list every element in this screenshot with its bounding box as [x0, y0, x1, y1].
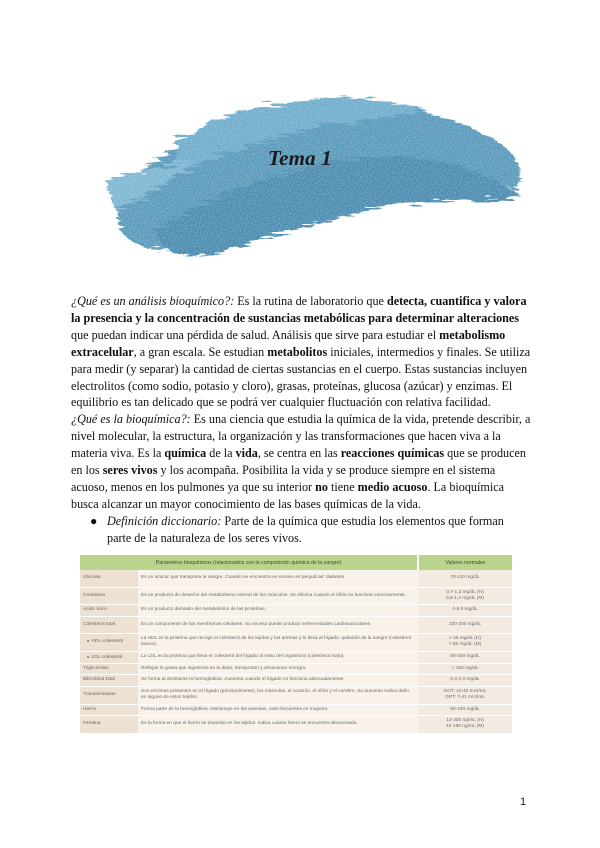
normal-value: 4-8,5 mg/dL: [418, 605, 512, 616]
normal-value: < 150 mg/dL: [418, 663, 512, 674]
table-row: [80, 675, 512, 686]
table-row: [80, 587, 512, 605]
text-run: de la: [206, 446, 236, 461]
parameter-description: Es un componente de las membranas celulares. Su exceso puede producir enfermedades cardiovasculares.: [138, 616, 418, 633]
text-run: . La bioquímica busca alcanzar un mayor conocimiento de las bases químicas de la vida.: [71, 479, 504, 511]
text-run: que se producen en los: [71, 446, 526, 478]
text-run: y los acompaña. Posibilita la vida y se produce siempre en el sistema acuoso, menos en los pulmones ya que su interior: [71, 463, 496, 494]
normal-value: GOT: 10-40 mUI/mL GPT: 7-41 mUI/mL: [418, 686, 512, 704]
table-row: [80, 663, 512, 674]
table-row: [80, 633, 512, 651]
normal-value: 0,7-1,3 mg/dL (H) 0,6-1,2 mg/dL (M): [418, 587, 512, 605]
parameter-name: Ferritina: [80, 715, 138, 733]
parameter-name: Triglicéridos: [80, 663, 138, 674]
text-run: iniciales, intermedios y finales. Se utiliza para medir (y separar) la cantidad de ciertas sustancias en el cuerpo. Estas sustancias incluyen electrolitos (como sodio, potasio y cloro), grasas, proteínas, glucosa (azúcar) y enzimas. El equilibrio es tan delicado que se podrá ver cualquier fluctuación con relativa facilidad.: [71, 344, 531, 410]
parameter-description: Se forma al destruirse la hemoglobina. Aumenta cuando el hígado no funciona adecuadamente.: [138, 675, 418, 686]
text-run: Es una ciencia que estudia la química de la vida, pretende describir, a nivel molecular, la estructura, la organización y las transformaciones que hacen viva a la materia viva. Es la: [71, 412, 531, 461]
text-run: Es la rutina de laboratorio que: [234, 294, 387, 308]
normal-value: 60-160 mg/dL: [418, 651, 512, 663]
biochem-parameters-table: [80, 555, 512, 734]
parameter-name: Transaminasas: [80, 686, 138, 704]
paragraph-analisis: [71, 293, 531, 411]
bold-term: vida: [235, 446, 258, 461]
text-run: , se centra en las: [257, 446, 341, 461]
header-normal-values: Valores normales: [418, 555, 512, 570]
bullet-marker: ●: [90, 513, 98, 528]
table-row: [80, 686, 512, 704]
bold-term: metabolitos: [267, 344, 328, 359]
table-row: [80, 570, 512, 587]
normal-value: 70-110 mg/dL: [418, 570, 512, 587]
parameter-name: ■ HDL-colesterol: [80, 633, 138, 651]
parameter-name: ■ LDL-colesterol: [80, 651, 138, 663]
bold-term: seres vivos: [102, 463, 158, 478]
parameter-description: Es un producto de desecho del metabolismo normal de los músculos. Se elimina cuando el riñón no funciona correctamente.: [138, 587, 418, 605]
table-header-row: [80, 555, 512, 570]
parameter-description: Es un producto derivado del metabolismo de las proteínas.: [138, 605, 418, 616]
header-parameters: Parámetros bioquímicos (relacionados con la composición química de la sangre): [80, 555, 418, 570]
normal-value: > 45 mg/dL (H) > 55 mg/dL (M): [418, 633, 512, 651]
normal-value: 50-160 mg/dL: [418, 704, 512, 715]
text-run: , a gran escala. Se estudian: [133, 344, 268, 359]
table-row: [80, 605, 512, 616]
parameter-description: Es un azúcar que transporta la sangre. Cuando se encuentra en exceso es perjudicial: diabetes.: [138, 570, 418, 587]
document-body: [71, 293, 531, 547]
question-label: ¿Qué es un análisis bioquímico?:: [71, 294, 235, 308]
page-number: 1: [520, 796, 527, 808]
watercolor-banner: [95, 80, 530, 265]
parameter-description: Son enzimas presentes en el hígado (principalmente), los músculos, el corazón, el riñón y el cerebro. Su aumento indica daño en alguno de estos tejidos.: [138, 686, 418, 704]
text-run: Parte de la química que estudia los elementos que forman parte de la naturaleza de los seres vivos.: [107, 513, 504, 545]
parameter-description: La LDL es la proteína que lleva el colesterol del hígado al resto del organismo (colesterol malo).: [138, 651, 418, 663]
bold-term: reacciones químicas: [340, 446, 445, 461]
parameter-description: Forma parte de la hemoglobina. Disminuye en las anemias, más frecuentes en mujeres.: [138, 704, 418, 715]
bold-term: metabolismo extracelular: [71, 327, 506, 359]
normal-value: 0,3-1,0 mg/dL: [418, 675, 512, 686]
table-row: [80, 715, 512, 733]
parameter-name: Creatinina: [80, 587, 138, 605]
parameter-name: Colesterol total: [80, 616, 138, 633]
table-row: [80, 651, 512, 663]
normal-value: 12-300 ng/mL (H) 10-150 ng/mL (M): [418, 715, 512, 733]
bold-term: química: [164, 446, 207, 461]
text-run: tiene: [327, 479, 358, 494]
bold-term: medio acuoso: [357, 479, 428, 494]
parameter-name: Glucosa: [80, 570, 138, 587]
parameter-description: Reflejan la grasa que ingerimos en la dieta, transportan y almacenan energía.: [138, 663, 418, 674]
bold-term: no: [315, 479, 328, 494]
table-row: [80, 616, 512, 633]
parameter-name: Bilirrubina total: [80, 675, 138, 686]
parameter-description: Es la forma en que el hierro se deposita en los tejidos. Indica cuánto hierro se encuentra almacenado.: [138, 715, 418, 733]
biochem-table-figure: [80, 555, 512, 734]
text-run: que puedan indicar una pérdida de salud. Análisis que sirve para estudiar el: [71, 327, 440, 342]
parameter-description: La HDL es la proteína que recoge el colesterol de los tejidos y las arterias y lo lleva al hígado, quitando de la sangre (colesterol bueno).: [138, 633, 418, 651]
bold-term: detecta, cuantifica y valora la presencia y la concentración de sustancias metabólicas para determinar alteraciones: [71, 294, 527, 325]
definition-label: Definición diccionario:: [107, 513, 222, 528]
normal-value: 100-200 mg/dL: [418, 616, 512, 633]
paragraph-bioquimica: [71, 411, 531, 512]
table-row: [80, 704, 512, 715]
parameter-name: Ácido úrico: [80, 605, 138, 616]
page-title: Tema 1: [267, 146, 332, 170]
bullet-definicion: [71, 513, 531, 547]
question-label: ¿Qué es la bioquímica?:: [71, 412, 191, 427]
parameter-name: Hierro: [80, 704, 138, 715]
